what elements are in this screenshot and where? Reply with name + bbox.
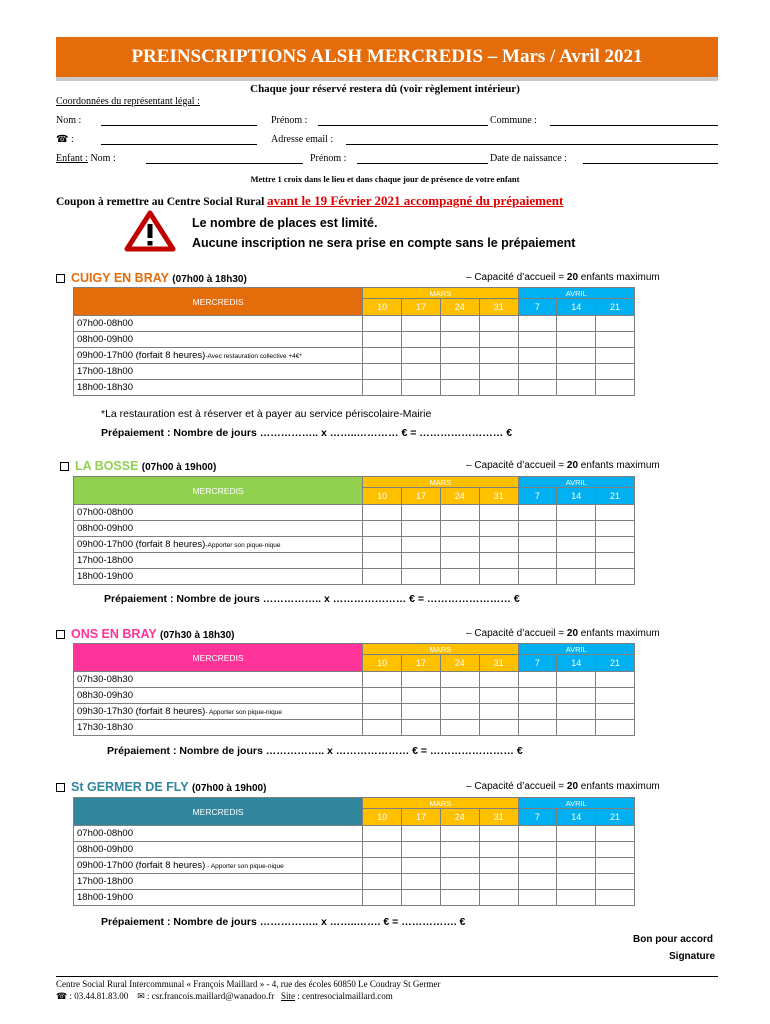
warning-line1: Le nombre de places est limité. — [192, 216, 378, 230]
day-checkbox-cell[interactable] — [440, 858, 479, 874]
day-checkbox-cell[interactable] — [440, 874, 479, 890]
footer-site-label: Site — [281, 991, 296, 1001]
day-checkbox-cell[interactable] — [440, 720, 479, 736]
day-header: 10 — [363, 299, 402, 316]
day-checkbox-cell[interactable] — [440, 704, 479, 720]
day-checkbox-cell[interactable] — [596, 537, 635, 553]
nom-label: Nom : — [56, 115, 82, 126]
day-checkbox-cell[interactable] — [596, 348, 635, 364]
day-checkbox-cell[interactable] — [402, 672, 441, 688]
day-checkbox-cell[interactable] — [479, 537, 518, 553]
day-checkbox-cell[interactable] — [402, 553, 441, 569]
time-slot: 17h00-18h00 — [77, 876, 133, 887]
day-checkbox-cell[interactable] — [518, 858, 557, 874]
day-checkbox-cell[interactable] — [402, 348, 441, 364]
avril-header: AVRIL — [518, 288, 634, 299]
day-checkbox-cell[interactable] — [596, 332, 635, 348]
time-slot: 18h00-18h30 — [77, 382, 133, 393]
email-label: Adresse email : — [271, 134, 334, 145]
day-checkbox-cell[interactable] — [402, 569, 441, 585]
table-row — [74, 688, 635, 704]
day-checkbox-cell[interactable] — [557, 380, 596, 396]
day-header: 31 — [479, 809, 518, 826]
day-header: 7 — [518, 299, 557, 316]
prepaiement-line[interactable]: Prépaiement : Nombre de jours …………….. x ……..……. € = ……………. € — [101, 916, 466, 928]
day-checkbox-cell[interactable] — [363, 858, 402, 874]
day-header: 17 — [402, 299, 441, 316]
day-checkbox-cell[interactable] — [518, 364, 557, 380]
table-row — [74, 720, 635, 736]
day-checkbox-cell[interactable] — [518, 890, 557, 906]
day-checkbox-cell[interactable] — [557, 720, 596, 736]
time-slot: 17h00-18h00 — [77, 555, 133, 566]
footer-site: : centresocialmaillard.com — [295, 991, 393, 1001]
day-checkbox-cell[interactable] — [557, 364, 596, 380]
day-header: 10 — [363, 488, 402, 505]
day-checkbox-cell[interactable] — [402, 332, 441, 348]
table-row — [74, 826, 635, 842]
footnote: *La restauration est à réserver et à payer au service périscolaire-Mairie — [101, 408, 432, 420]
day-checkbox-cell[interactable] — [557, 316, 596, 332]
avril-header: AVRIL — [518, 644, 634, 655]
capacity — [466, 781, 660, 792]
section-title — [60, 459, 216, 473]
day-header: 21 — [596, 809, 635, 826]
table-row — [74, 348, 635, 364]
day-checkbox-cell[interactable] — [402, 826, 441, 842]
day-checkbox-cell[interactable] — [402, 380, 441, 396]
day-checkbox-cell[interactable] — [518, 332, 557, 348]
day-header: 7 — [518, 488, 557, 505]
table-row — [74, 672, 635, 688]
day-checkbox-cell[interactable] — [518, 569, 557, 585]
day-checkbox-cell[interactable] — [402, 720, 441, 736]
day-checkbox-cell[interactable] — [596, 316, 635, 332]
day-checkbox-cell[interactable] — [557, 704, 596, 720]
day-checkbox-cell[interactable] — [363, 874, 402, 890]
section-hours: (07h00 à 19h00) — [141, 462, 217, 473]
time-slot: 07h30-08h30 — [77, 674, 133, 685]
table-row — [74, 890, 635, 906]
coords-label: Coordonnées du représentant légal : — [56, 96, 200, 107]
time-slot: 08h00-09h00 — [77, 334, 133, 345]
day-checkbox-cell[interactable] — [363, 704, 402, 720]
time-slot: 08h30-09h30 — [77, 690, 133, 701]
schedule-table — [73, 476, 635, 585]
day-checkbox-cell[interactable] — [518, 704, 557, 720]
day-checkbox-cell[interactable] — [596, 826, 635, 842]
capacity-suffix: enfants maximum — [578, 272, 660, 283]
section-hours: (07h00 à 19h00) — [191, 783, 267, 794]
day-checkbox-cell[interactable] — [479, 672, 518, 688]
mercredis-header: MERCREDIS — [74, 798, 363, 826]
day-checkbox-cell[interactable] — [596, 521, 635, 537]
time-slot: 09h00-17h00 (forfait 8 heures) — [77, 539, 206, 550]
capacity-suffix: enfants maximum — [578, 781, 660, 792]
capacity — [466, 272, 660, 283]
prepaiement-line[interactable]: Prépaiement : Nombre de jours …………….. x ………………… € = …………………… € — [104, 593, 520, 605]
day-checkbox-cell[interactable] — [557, 826, 596, 842]
day-header: 14 — [557, 488, 596, 505]
day-checkbox-cell[interactable] — [402, 874, 441, 890]
signature-label: Signature — [669, 951, 716, 962]
slot-note: - Apporter son pique-nique — [205, 863, 284, 870]
table-row — [74, 332, 635, 348]
table-row — [74, 874, 635, 890]
bon-pour-accord: Bon pour accord — [633, 934, 714, 945]
table-row — [74, 704, 635, 720]
coupon-deadline: avant le 19 Février 2021 accompagné du prépaiement — [267, 193, 564, 208]
day-checkbox-cell[interactable] — [518, 874, 557, 890]
commune-label: Commune : — [490, 115, 537, 126]
section-hours: (07h30 à 18h30) — [160, 630, 235, 641]
enfant-nom-label: Nom : — [90, 153, 116, 164]
day-checkbox-cell[interactable] — [596, 380, 635, 396]
day-checkbox-cell[interactable] — [518, 688, 557, 704]
day-checkbox-cell[interactable] — [479, 505, 518, 521]
commune-field[interactable] — [550, 117, 718, 126]
day-checkbox-cell[interactable] — [363, 505, 402, 521]
table-row — [74, 553, 635, 569]
section-hours: (07h00 à 18h30) — [172, 274, 247, 285]
time-slot: 17h30-18h30 — [77, 722, 133, 733]
mars-header: MARS — [363, 798, 518, 809]
capacity — [466, 460, 660, 471]
day-header: 10 — [363, 809, 402, 826]
day-checkbox-cell[interactable] — [402, 537, 441, 553]
day-checkbox-cell[interactable] — [557, 348, 596, 364]
day-checkbox-cell[interactable] — [402, 688, 441, 704]
capacity-number: 20 — [566, 628, 579, 639]
capacity-number: 20 — [566, 781, 579, 792]
day-checkbox-cell[interactable] — [440, 672, 479, 688]
day-checkbox-cell[interactable] — [363, 380, 402, 396]
day-checkbox-cell[interactable] — [557, 858, 596, 874]
mercredis-header: MERCREDIS — [74, 477, 363, 505]
nom-field[interactable] — [101, 117, 257, 126]
slot-note: -Avec restauration collective +4€* — [205, 353, 302, 360]
day-checkbox-cell[interactable] — [596, 364, 635, 380]
day-checkbox-cell[interactable] — [479, 842, 518, 858]
capacity-suffix: enfants maximum — [578, 460, 660, 471]
day-checkbox-cell[interactable] — [440, 316, 479, 332]
day-checkbox-cell[interactable] — [557, 842, 596, 858]
footer-phone: ☎ : 03.44.81.83.00 — [56, 991, 129, 1001]
day-checkbox-cell[interactable] — [363, 553, 402, 569]
day-checkbox-cell[interactable] — [479, 720, 518, 736]
day-checkbox-cell[interactable] — [402, 505, 441, 521]
day-checkbox-cell[interactable] — [518, 380, 557, 396]
footer-address: Centre Social Rural Intercommunal « François Maillard » - 4, rue des écoles 60850 Le Coudray St Germer — [56, 979, 441, 989]
footer-email: ✉ : csr.francois.maillard@wanadoo.fr — [137, 991, 275, 1001]
mars-header: MARS — [363, 477, 518, 488]
schedule-table — [73, 643, 635, 736]
enfant-label: Enfant : — [56, 153, 88, 164]
day-checkbox-cell[interactable] — [596, 672, 635, 688]
day-checkbox-cell[interactable] — [363, 537, 402, 553]
page-title: PREINSCRIPTIONS ALSH MERCREDIS – Mars / Avril 2021 — [56, 37, 718, 81]
prenom-label: Prénom : — [271, 115, 308, 126]
day-checkbox-cell[interactable] — [440, 688, 479, 704]
instruction: Mettre 1 croix dans le lieu et dans chaque jour de présence de votre enfant — [250, 174, 520, 184]
day-checkbox-cell[interactable] — [440, 364, 479, 380]
day-checkbox-cell[interactable] — [363, 348, 402, 364]
time-slot: 18h00-19h00 — [77, 571, 133, 582]
day-checkbox-cell[interactable] — [596, 858, 635, 874]
section-name: LA BOSSE — [75, 459, 139, 473]
day-header: 7 — [518, 809, 557, 826]
day-checkbox-cell[interactable] — [518, 505, 557, 521]
day-checkbox-cell[interactable] — [479, 521, 518, 537]
day-checkbox-cell[interactable] — [363, 364, 402, 380]
section-checkbox[interactable] — [60, 462, 69, 471]
table-row — [74, 316, 635, 332]
mars-header: MARS — [363, 288, 518, 299]
day-checkbox-cell[interactable] — [479, 569, 518, 585]
table-row — [74, 569, 635, 585]
day-checkbox-cell[interactable] — [440, 826, 479, 842]
day-checkbox-cell[interactable] — [479, 688, 518, 704]
subtitle: Chaque jour réservé restera dû (voir règlement intérieur) — [250, 83, 520, 95]
day-checkbox-cell[interactable] — [479, 553, 518, 569]
day-checkbox-cell[interactable] — [518, 720, 557, 736]
day-checkbox-cell[interactable] — [363, 720, 402, 736]
day-checkbox-cell[interactable] — [440, 332, 479, 348]
day-checkbox-cell[interactable] — [557, 537, 596, 553]
day-checkbox-cell[interactable] — [440, 348, 479, 364]
day-header: 10 — [363, 655, 402, 672]
day-checkbox-cell[interactable] — [557, 521, 596, 537]
day-header: 24 — [440, 299, 479, 316]
day-checkbox-cell[interactable] — [363, 826, 402, 842]
day-checkbox-cell[interactable] — [518, 537, 557, 553]
day-checkbox-cell[interactable] — [402, 890, 441, 906]
day-checkbox-cell[interactable] — [363, 316, 402, 332]
naissance-label: Date de naissance : — [490, 153, 567, 164]
day-header: 21 — [596, 655, 635, 672]
day-header: 14 — [557, 809, 596, 826]
time-slot: 07h00-08h00 — [77, 507, 133, 518]
day-checkbox-cell[interactable] — [440, 521, 479, 537]
day-checkbox-cell[interactable] — [440, 842, 479, 858]
day-checkbox-cell[interactable] — [518, 521, 557, 537]
day-checkbox-cell[interactable] — [557, 672, 596, 688]
day-checkbox-cell[interactable] — [402, 316, 441, 332]
day-header: 24 — [440, 655, 479, 672]
naissance-field[interactable] — [583, 155, 718, 164]
time-slot: 18h00-19h00 — [77, 892, 133, 903]
slot-note: - Apporter son pique-nique — [205, 709, 282, 716]
day-checkbox-cell[interactable] — [596, 553, 635, 569]
mercredis-header: MERCREDIS — [74, 644, 363, 672]
day-checkbox-cell[interactable] — [596, 890, 635, 906]
table-row — [74, 521, 635, 537]
prepaiement-line[interactable]: Prépaiement : Nombre de jours …………….. x ………………… € = …………………… € — [107, 745, 523, 757]
day-checkbox-cell[interactable] — [402, 364, 441, 380]
day-checkbox-cell[interactable] — [596, 505, 635, 521]
day-checkbox-cell[interactable] — [363, 672, 402, 688]
capacity-suffix: enfants maximum — [578, 628, 660, 639]
day-header: 7 — [518, 655, 557, 672]
day-checkbox-cell[interactable] — [479, 364, 518, 380]
day-header: 31 — [479, 655, 518, 672]
table-row — [74, 842, 635, 858]
enfant-nom-field[interactable] — [146, 155, 303, 164]
day-checkbox-cell[interactable] — [479, 316, 518, 332]
capacity-number: 20 — [566, 460, 579, 471]
table-row — [74, 505, 635, 521]
section-name: St GERMER DE FLY — [71, 780, 189, 794]
section-title — [56, 627, 235, 641]
day-checkbox-cell[interactable] — [363, 842, 402, 858]
capacity-number: 20 — [566, 272, 579, 283]
time-slot: 09h00-17h00 (forfait 8 heures) — [77, 350, 206, 361]
table-row — [74, 858, 635, 874]
day-checkbox-cell[interactable] — [402, 842, 441, 858]
day-checkbox-cell[interactable] — [557, 553, 596, 569]
warning-line2: Aucune inscription ne sera prise en compte sans le prépaiement — [192, 236, 576, 250]
day-checkbox-cell[interactable] — [557, 874, 596, 890]
phone-field[interactable] — [101, 136, 257, 145]
day-checkbox-cell[interactable] — [518, 316, 557, 332]
table-row — [74, 537, 635, 553]
avril-header: AVRIL — [518, 798, 634, 809]
day-checkbox-cell[interactable] — [557, 890, 596, 906]
time-slot: 17h00-18h00 — [77, 366, 133, 377]
day-header: 24 — [440, 488, 479, 505]
day-checkbox-cell[interactable] — [518, 826, 557, 842]
coupon-text: Coupon à remettre au Centre Social Rural — [56, 196, 265, 208]
day-checkbox-cell[interactable] — [363, 332, 402, 348]
table-row — [74, 380, 635, 396]
mercredis-header: MERCREDIS — [74, 288, 363, 316]
section-title — [56, 271, 247, 285]
day-checkbox-cell[interactable] — [440, 890, 479, 906]
day-header: 17 — [402, 488, 441, 505]
schedule-table — [73, 287, 635, 396]
day-checkbox-cell[interactable] — [557, 505, 596, 521]
day-checkbox-cell[interactable] — [479, 380, 518, 396]
day-checkbox-cell[interactable] — [402, 521, 441, 537]
section-name: CUIGY EN BRAY — [71, 271, 169, 285]
day-checkbox-cell[interactable] — [596, 704, 635, 720]
avril-header: AVRIL — [518, 477, 634, 488]
section-checkbox[interactable] — [56, 274, 65, 283]
day-checkbox-cell[interactable] — [596, 842, 635, 858]
day-checkbox-cell[interactable] — [518, 553, 557, 569]
day-header: 21 — [596, 488, 635, 505]
day-checkbox-cell[interactable] — [596, 569, 635, 585]
day-checkbox-cell[interactable] — [518, 672, 557, 688]
email-field[interactable] — [346, 136, 718, 145]
capacity-prefix: – Capacité d’accueil = — [466, 460, 567, 471]
day-header: 31 — [479, 488, 518, 505]
warning-icon — [124, 210, 176, 252]
day-checkbox-cell[interactable] — [596, 720, 635, 736]
day-checkbox-cell[interactable] — [440, 569, 479, 585]
day-header: 14 — [557, 299, 596, 316]
day-checkbox-cell[interactable] — [557, 569, 596, 585]
footer-divider — [56, 976, 718, 977]
day-checkbox-cell[interactable] — [479, 858, 518, 874]
table-row — [74, 364, 635, 380]
day-checkbox-cell[interactable] — [479, 332, 518, 348]
slot-note: -Apporter son pique-nique — [205, 542, 281, 549]
time-slot: 09h30-17h30 (forfait 8 heures) — [77, 706, 206, 717]
time-slot: 09h00-17h00 (forfait 8 heures) — [77, 860, 206, 871]
section-title — [56, 780, 266, 794]
day-header: 17 — [402, 655, 441, 672]
time-slot: 07h00-08h00 — [77, 318, 133, 329]
day-checkbox-cell[interactable] — [479, 890, 518, 906]
capacity-prefix: – Capacité d’accueil = — [466, 272, 567, 283]
mars-header: MARS — [363, 644, 518, 655]
phone-label: ☎ : — [56, 134, 74, 145]
day-checkbox-cell[interactable] — [518, 842, 557, 858]
day-checkbox-cell[interactable] — [479, 826, 518, 842]
schedule-table — [73, 797, 635, 906]
day-checkbox-cell[interactable] — [557, 688, 596, 704]
time-slot: 07h00-08h00 — [77, 828, 133, 839]
day-checkbox-cell[interactable] — [479, 704, 518, 720]
day-header: 31 — [479, 299, 518, 316]
day-checkbox-cell[interactable] — [518, 348, 557, 364]
day-checkbox-cell[interactable] — [440, 380, 479, 396]
day-header: 24 — [440, 809, 479, 826]
day-checkbox-cell[interactable] — [402, 858, 441, 874]
prenom-field[interactable] — [318, 117, 488, 126]
day-header: 14 — [557, 655, 596, 672]
day-checkbox-cell[interactable] — [363, 569, 402, 585]
capacity-prefix: – Capacité d’accueil = — [466, 628, 567, 639]
capacity-prefix: – Capacité d’accueil = — [466, 781, 567, 792]
enfant-prenom-field[interactable] — [357, 155, 488, 164]
time-slot: 08h00-09h00 — [77, 523, 133, 534]
time-slot: 08h00-09h00 — [77, 844, 133, 855]
capacity — [466, 628, 660, 639]
day-checkbox-cell[interactable] — [363, 890, 402, 906]
day-checkbox-cell[interactable] — [440, 505, 479, 521]
day-checkbox-cell[interactable] — [402, 704, 441, 720]
day-checkbox-cell[interactable] — [479, 348, 518, 364]
section-name: ONS EN BRAY — [71, 627, 157, 641]
day-checkbox-cell[interactable] — [440, 537, 479, 553]
day-checkbox-cell[interactable] — [557, 332, 596, 348]
day-checkbox-cell[interactable] — [363, 688, 402, 704]
day-checkbox-cell[interactable] — [440, 553, 479, 569]
day-checkbox-cell[interactable] — [479, 874, 518, 890]
day-header: 21 — [596, 299, 635, 316]
prepaiement-line[interactable]: Prépaiement : Nombre de jours …………….. x ……..………… € = …………………… € — [101, 427, 513, 439]
day-checkbox-cell[interactable] — [363, 521, 402, 537]
day-header: 17 — [402, 809, 441, 826]
section-checkbox[interactable] — [56, 783, 65, 792]
day-checkbox-cell[interactable] — [596, 874, 635, 890]
enfant-prenom-label: Prénom : — [310, 153, 347, 164]
section-checkbox[interactable] — [56, 630, 65, 639]
day-checkbox-cell[interactable] — [596, 688, 635, 704]
